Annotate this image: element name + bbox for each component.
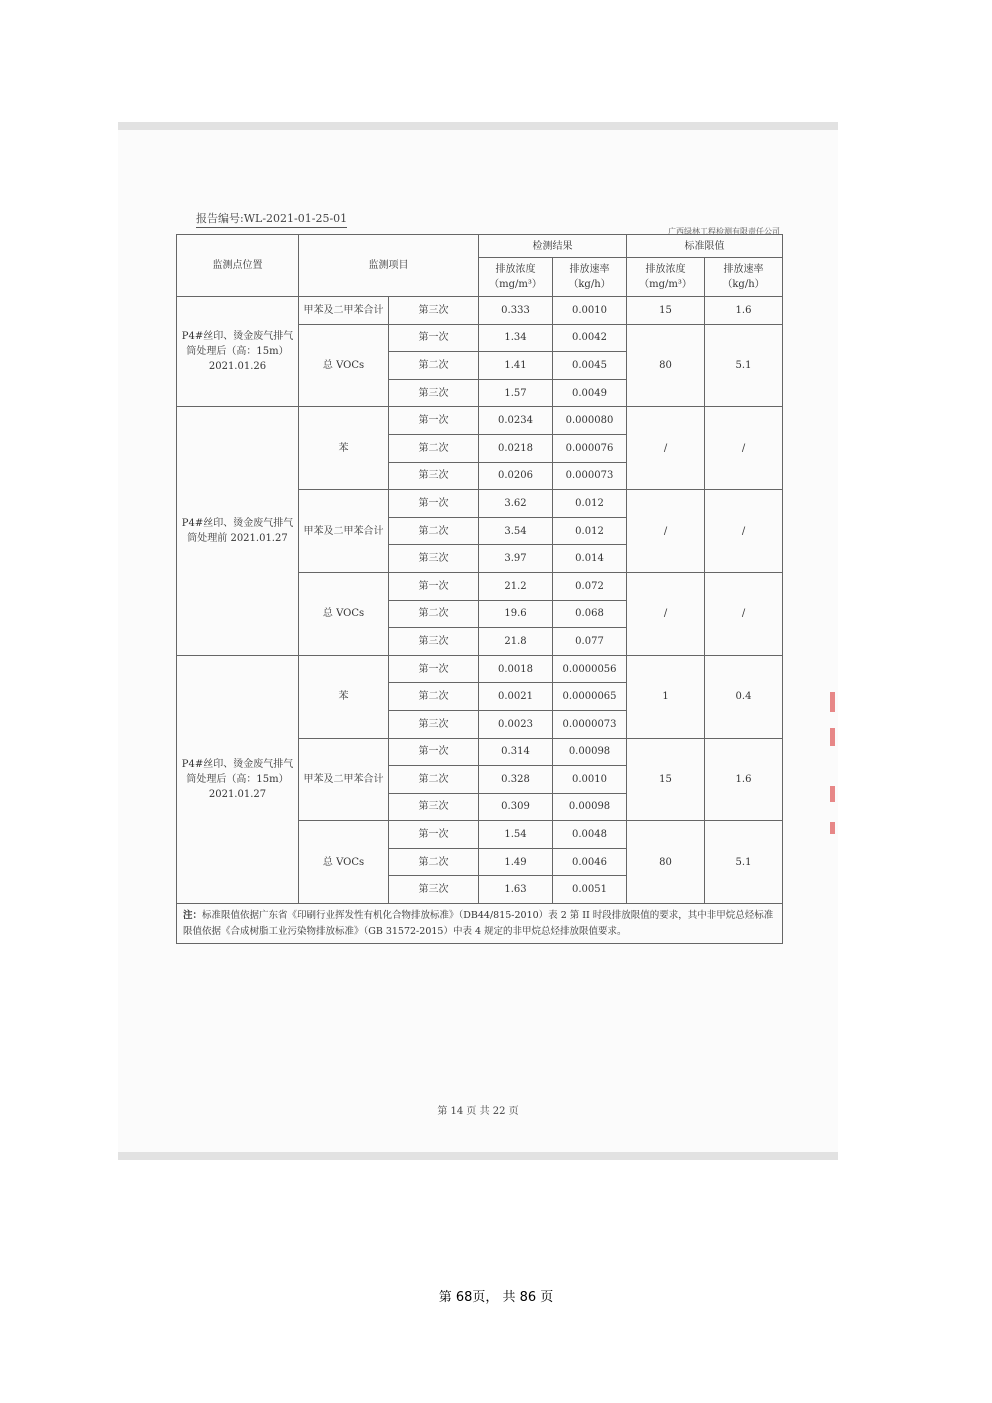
limit-conc-cell: 15 [627,738,705,821]
limit-conc-cell: 80 [627,324,705,407]
rate-cell: 0.00098 [553,793,627,821]
run-cell: 第三次 [389,545,479,573]
item-cell: 苯 [299,407,389,490]
report-number: 报告编号:WL-2021-01-25-01 [196,210,347,228]
limit-conc-cell: 15 [627,297,705,325]
rate-cell: 0.077 [553,628,627,656]
run-cell: 第二次 [389,517,479,545]
run-cell: 第一次 [389,490,479,518]
rate-cell: 0.0048 [553,821,627,849]
limit-rate-cell: 1.6 [705,297,783,325]
run-cell: 第三次 [389,793,479,821]
item-cell: 甲苯及二甲苯合计 [299,490,389,573]
rate-cell: 0.012 [553,517,627,545]
conc-cell: 0.314 [479,738,553,766]
note-label: 注： [183,910,203,922]
run-cell: 第三次 [389,297,479,325]
rate-cell: 0.012 [553,490,627,518]
run-cell: 第一次 [389,821,479,849]
header-result-rate: 排放速率 （kg/h） [553,258,627,297]
conc-cell: 1.54 [479,821,553,849]
rate-cell: 0.072 [553,572,627,600]
limit-conc-cell: / [627,407,705,490]
conc-cell: 1.34 [479,324,553,352]
conc-cell: 21.8 [479,628,553,656]
run-cell: 第三次 [389,876,479,904]
run-cell: 第二次 [389,848,479,876]
rate-cell: 0.014 [553,545,627,573]
conc-cell: 3.54 [479,517,553,545]
run-cell: 第二次 [389,683,479,711]
rate-cell: 0.0000073 [553,710,627,738]
conc-cell: 21.2 [479,572,553,600]
run-cell: 第三次 [389,462,479,490]
rate-cell: 0.0049 [553,379,627,407]
rate-cell: 0.000080 [553,407,627,435]
run-cell: 第一次 [389,324,479,352]
run-cell: 第一次 [389,572,479,600]
conc-cell: 3.97 [479,545,553,573]
rate-cell: 0.0042 [553,324,627,352]
rate-cell: 0.00098 [553,738,627,766]
rate-cell: 0.0010 [553,297,627,325]
limit-rate-cell: 1.6 [705,738,783,821]
header-result-conc: 排放浓度 （mg/m³） [479,258,553,297]
conc-cell: 0.328 [479,766,553,794]
conc-cell: 1.49 [479,848,553,876]
run-cell: 第二次 [389,352,479,380]
conc-cell: 0.309 [479,793,553,821]
run-cell: 第三次 [389,710,479,738]
limit-rate-cell: 5.1 [705,821,783,904]
item-cell: 苯 [299,655,389,738]
note-text: 标准限值依据广东省《印刷行业挥发性有机化合物排放标准》（DB44/815-2010）表 2 第 II 时段排放限值的要求，其中非甲烷总烃标准限值依据《合成树脂工业污染物排放标准》（GB 31572-2015）中表 4 规定的非甲烷总烃排放限值要求。 [183,910,774,937]
header-limit-conc: 排放浓度 （mg/m³） [627,258,705,297]
header-result: 检测结果 [479,235,627,258]
seal-edge-mark [830,822,835,834]
header-limit: 标准限值 [627,235,783,258]
header-item: 监测项目 [299,235,479,297]
seal-edge-mark [830,728,835,746]
rate-cell: 0.000073 [553,462,627,490]
table-note [177,904,783,944]
run-cell: 第一次 [389,407,479,435]
company-name: 广西绿林工程检测有限责任公司 [668,227,780,236]
item-cell: 总 VOCs [299,324,389,407]
header-limit-rate: 排放速率 （kg/h） [705,258,783,297]
item-cell: 总 VOCs [299,572,389,655]
location-cell: P4#丝印、烫金废气排气筒处理前 2021.01.27 [177,407,299,655]
table-row [177,407,783,435]
limit-rate-cell: / [705,572,783,655]
table-row [177,655,783,683]
document-page-footer: 第 68页， 共 86 页 [438,1290,554,1305]
limit-conc-cell: / [627,490,705,573]
scanned-report-page [118,122,838,1160]
limit-conc-cell: 80 [627,821,705,904]
rate-cell: 0.0000065 [553,683,627,711]
conc-cell: 0.0018 [479,655,553,683]
run-cell: 第三次 [389,379,479,407]
run-cell: 第一次 [389,655,479,683]
seal-edge-mark [830,786,835,802]
seal-edge-mark [830,692,835,712]
limit-rate-cell: / [705,407,783,490]
inner-page-footer: 第 14 页 共 22 页 [437,1106,519,1117]
item-cell: 甲苯及二甲苯合计 [299,297,389,325]
conc-cell: 1.63 [479,876,553,904]
monitoring-results-table [176,234,783,944]
rate-cell: 0.0046 [553,848,627,876]
conc-cell: 0.0206 [479,462,553,490]
rate-cell: 0.000076 [553,434,627,462]
limit-conc-cell: 1 [627,655,705,738]
run-cell: 第二次 [389,600,479,628]
conc-cell: 0.0218 [479,434,553,462]
limit-conc-cell: / [627,572,705,655]
location-cell: P4#丝印、烫金废气排气筒处理后（高：15m）2021.01.26 [177,297,299,407]
item-cell: 甲苯及二甲苯合计 [299,738,389,821]
conc-cell: 0.0234 [479,407,553,435]
table-row [177,297,783,325]
item-cell: 总 VOCs [299,821,389,904]
run-cell: 第二次 [389,766,479,794]
conc-cell: 0.0021 [479,683,553,711]
run-cell: 第一次 [389,738,479,766]
rate-cell: 0.0045 [553,352,627,380]
location-cell: P4#丝印、烫金废气排气筒处理后（高：15m）2021.01.27 [177,655,299,903]
limit-rate-cell: 0.4 [705,655,783,738]
run-cell: 第三次 [389,628,479,656]
run-cell: 第二次 [389,434,479,462]
rate-cell: 0.0051 [553,876,627,904]
rate-cell: 0.068 [553,600,627,628]
conc-cell: 3.62 [479,490,553,518]
conc-cell: 0.0023 [479,710,553,738]
conc-cell: 1.57 [479,379,553,407]
limit-rate-cell: 5.1 [705,324,783,407]
conc-cell: 19.6 [479,600,553,628]
limit-rate-cell: / [705,490,783,573]
header-location: 监测点位置 [177,235,299,297]
rate-cell: 0.0010 [553,766,627,794]
conc-cell: 0.333 [479,297,553,325]
conc-cell: 1.41 [479,352,553,380]
rate-cell: 0.0000056 [553,655,627,683]
